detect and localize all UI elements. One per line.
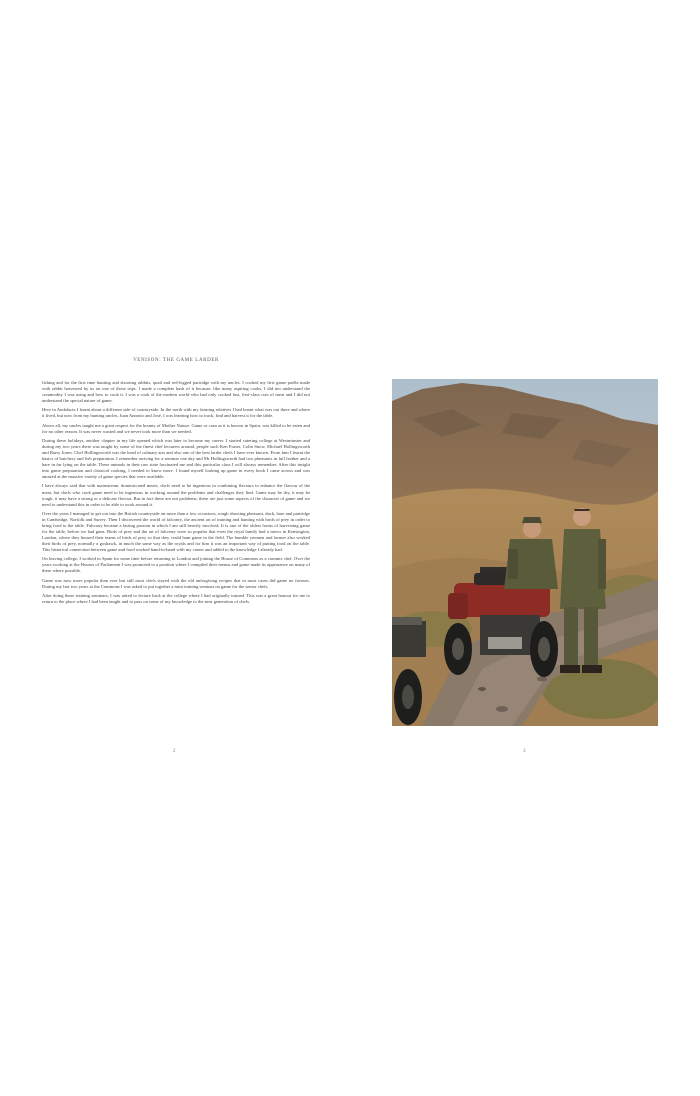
paragraph: fishing and for the first time hunting and shooting rabbits, quail and red-legged partridge with my uncles. I cooked my first game paella made with rabbit harvested by us on one of those trips. I made a complete hash of it because, like many aspiring cooks, I did not understand the commodity I was using and how to cook it. I was a cook of the modern world who had only cooked fast, first-class cuts of meat and I did not understand the special nature of game. <box>42 380 310 404</box>
photo-hunters-with-quad-bikes <box>392 379 658 726</box>
paragraph: Game was now more popular than ever but still most chefs stayed with the old unforgiving recipes that in most cases did game no favours. During my last two years at the Commons I was asked to put together a mini training seminar on game for the senior chefs. <box>42 577 310 589</box>
running-head: VENISON: THE GAME LARDER <box>133 358 219 363</box>
paragraph: Above all, my uncles taught me a great respect for the bounty of Mother Nature. Game or caza as it is known in Spain, was killed to be eaten and for no other reason. It was never wasted and we never took more than we needed. <box>42 422 310 434</box>
body-text <box>42 380 310 608</box>
paragraph: Over the years I managed to get out into the British countryside on more than a few occasions, rough shooting pheasant, duck, hare and partridge in Cambridge, Norfolk and Surrey. Then I discovered the world of falconry, the ancient art of training and hunting with birds of prey in order to bring food to the table. Falconry became a lasting passion in which I am still heavily involved. It is one of the oldest forms of harvesting game for the table, before we had guns. Birds of prey and the art of falconry were so popular that even the royal family had a mews in Kensington, London, where they housed their teams of birds of prey so that they could hunt game in the field. The humble yeomen and farmer also worked their birds of prey, normally a goshawk, in much the same way as the royals and for him it was an important way of putting food on the table. This historical connection between game and food worked hand-in-hand with my career and added to the knowledge I already had. <box>42 510 310 553</box>
paragraph: Here in Andalucia I learnt about a different side of countryside. In the north with my farming relatives I had learnt what was out there and where it lived, but now from my hunting uncles, Juan Antonio and José, I was learning how to track, find and harvest it for the table. <box>42 407 310 419</box>
page-number-right: 3 <box>523 749 526 754</box>
page-number-left: 2 <box>173 749 176 754</box>
paragraph: During these holidays, another chapter in my life opened which was later to become my career. I started catering college at Westminster and during my two years there was taught by some of the finest chef lecturers around, people such Ken Fraser, Colin Snow, Michael Hollingsworth and Barry Jones. Chef Hollingsworth was the head of culinary arts and also one of the best larder chefs I have ever known. From him I learnt the basics of butchery and fish preparation. I remember arriving for a seminar one day and Mr Hollingsworth had two pheasants in full feather and a hare in fur lying on the table. These animals in their raw state fascinated me and this particular class I will always remember. After this insight into game preparation and classical cooking, I needed to know more. I found myself looking up game in every book I came across and was amazed at the massive variety of game species that were available. <box>42 437 310 480</box>
paragraph: After doing these training seminars, I was asked to lecture back at the college where I had originally trained. This was a great honour for me to return to the place where I had been taught and to pass on some of my knowledge to the next generation of chefs. <box>42 592 310 604</box>
paragraph: I have always said that with mainstream, domesticated meats, chefs need to be ingenious in combining flavours to enhance the flavour of the meat, but chefs who cook game need to be ingenious in working around the problems and challenges they find. Game may be dry, it may be tough, it may have a strong or a delicate flavour. But in fact these are not problems; these are just some aspects of the character of game and we need to understand this in order to be able to work around it. <box>42 483 310 507</box>
right-page <box>350 0 700 1096</box>
paragraph: On leaving college, I worked in Spain for some time before returning to London and joining the House of Commons as a commis chef. Over the years working at the Houses of Parliament I was promoted to a position where I compiled their menus and game made its appearance on many of these where possible. <box>42 556 310 574</box>
